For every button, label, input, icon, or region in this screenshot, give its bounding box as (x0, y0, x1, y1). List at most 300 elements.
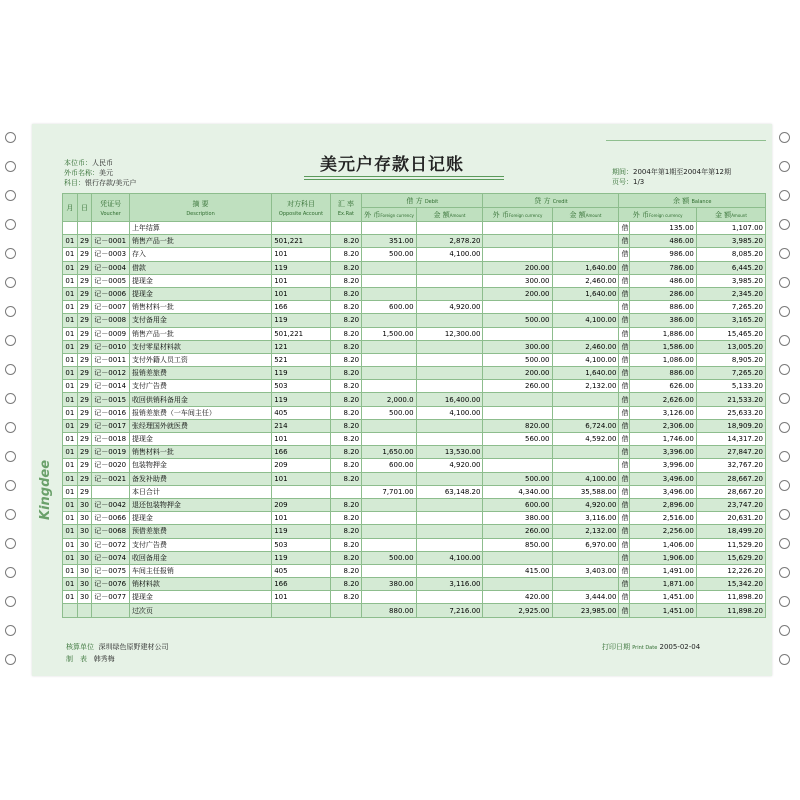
direction-cell: 借 (619, 551, 629, 564)
summary-cell: 报销差旅费（一车间主任） (129, 406, 271, 419)
month-cell: 01 (63, 301, 78, 314)
day-cell: 30 (77, 551, 92, 564)
direction-cell: 借 (619, 380, 629, 393)
credit-amount-cell: 23,985.00 (552, 604, 619, 617)
day-cell: 30 (77, 512, 92, 525)
credit-amount-cell: 4,100.00 (552, 472, 619, 485)
balance-amount-cell: 11,898.20 (696, 604, 765, 617)
balance-foreign-cell: 486.00 (629, 235, 696, 248)
direction-cell: 借 (619, 578, 629, 591)
credit-foreign-cell: 500.00 (483, 314, 552, 327)
opposite-cell: 101 (272, 472, 331, 485)
debit-amount-cell: 16,400.00 (416, 393, 483, 406)
month-cell: 01 (63, 433, 78, 446)
balance-foreign-cell: 1,451.00 (629, 591, 696, 604)
rate-cell: 8.20 (330, 419, 361, 432)
sprocket-hole (779, 451, 790, 462)
voucher-cell: 记－0042 (92, 498, 130, 511)
page-title: 美元户存款日记账 (320, 155, 464, 175)
direction-cell: 借 (619, 512, 629, 525)
brand-logo: Kingdee (38, 459, 53, 520)
rate-cell: 8.20 (330, 406, 361, 419)
credit-foreign-cell: 260.00 (483, 525, 552, 538)
balance-amount-cell: 7,265.20 (696, 367, 765, 380)
voucher-cell: 记－0021 (92, 472, 130, 485)
voucher-cell: 记－0003 (92, 248, 130, 261)
direction-cell: 借 (619, 498, 629, 511)
summary-cell: 支付广告费 (129, 380, 271, 393)
rate-cell: 8.20 (330, 287, 361, 300)
credit-foreign-cell: 420.00 (483, 591, 552, 604)
balance-amount-cell: 12,226.20 (696, 564, 765, 577)
direction-cell: 借 (619, 287, 629, 300)
month-cell: 01 (63, 393, 78, 406)
credit-amount-cell (552, 446, 619, 459)
sprocket-hole (779, 161, 790, 172)
balance-foreign-cell: 1,491.00 (629, 564, 696, 577)
balance-amount-cell: 14,317.20 (696, 433, 765, 446)
right-sprocket-holes (778, 124, 792, 676)
balance-amount-cell: 6,445.20 (696, 261, 765, 274)
table-row (63, 353, 766, 366)
col-balance-amount: 金 额Amount (696, 208, 765, 222)
credit-amount-cell: 3,444.00 (552, 591, 619, 604)
balance-foreign-cell: 986.00 (629, 248, 696, 261)
voucher-cell: 记－0010 (92, 340, 130, 353)
voucher-cell: 记－0012 (92, 367, 130, 380)
debit-foreign-cell (362, 591, 416, 604)
credit-amount-cell: 2,460.00 (552, 274, 619, 287)
debit-amount-cell (416, 564, 483, 577)
credit-foreign-cell (483, 235, 552, 248)
debit-foreign-cell: 2,000.0 (362, 393, 416, 406)
debit-foreign-cell: 1,500.00 (362, 327, 416, 340)
month-cell: 01 (63, 485, 78, 498)
summary-cell: 上年结算 (129, 222, 271, 235)
table-row (63, 591, 766, 604)
sprocket-hole (779, 364, 790, 375)
balance-amount-cell: 8,085.20 (696, 248, 765, 261)
voucher-cell: 记－0006 (92, 287, 130, 300)
balance-foreign-cell: 3,496.00 (629, 485, 696, 498)
unit-label: 核算单位 (66, 643, 94, 651)
opposite-cell: 405 (272, 564, 331, 577)
balance-amount-cell: 13,005.20 (696, 340, 765, 353)
table-row (63, 446, 766, 459)
month-cell: 01 (63, 367, 78, 380)
credit-amount-cell: 6,970.00 (552, 538, 619, 551)
debit-foreign-cell: 600.00 (362, 459, 416, 472)
print-date: 2005-02-04 (659, 643, 701, 651)
day-cell: 30 (77, 538, 92, 551)
table-row (63, 393, 766, 406)
debit-foreign-cell: 880.00 (362, 604, 416, 617)
day-cell: 29 (77, 472, 92, 485)
debit-amount-cell: 12,300.00 (416, 327, 483, 340)
rate-cell: 8.20 (330, 525, 361, 538)
day-cell: 29 (77, 287, 92, 300)
table-row (63, 248, 766, 261)
credit-foreign-cell: 200.00 (483, 261, 552, 274)
credit-foreign-cell: 300.00 (483, 340, 552, 353)
credit-amount-cell (552, 327, 619, 340)
credit-foreign-cell: 2,925.00 (483, 604, 552, 617)
footer-print (602, 642, 700, 652)
ledger-body (63, 222, 766, 618)
balance-foreign-cell: 1,451.00 (629, 604, 696, 617)
credit-amount-cell: 2,460.00 (552, 340, 619, 353)
title-underline (304, 176, 504, 180)
month-cell: 01 (63, 314, 78, 327)
voucher-cell: 记－0014 (92, 380, 130, 393)
summary-cell: 报销差旅费 (129, 367, 271, 380)
summary-cell: 销售材料一批 (129, 446, 271, 459)
table-row (63, 485, 766, 498)
table-row (63, 406, 766, 419)
day-cell: 30 (77, 564, 92, 577)
month-cell: 01 (63, 564, 78, 577)
sprocket-hole (779, 654, 790, 665)
balance-foreign-cell: 135.00 (629, 222, 696, 235)
opposite-cell: 521 (272, 353, 331, 366)
voucher-cell: 记－0076 (92, 578, 130, 591)
day-cell (77, 222, 92, 235)
unit-value: 深圳绿色原野建材公司 (98, 643, 169, 651)
balance-foreign-cell: 3,126.00 (629, 406, 696, 419)
summary-cell: 支付零星材料款 (129, 340, 271, 353)
sprocket-hole (779, 277, 790, 288)
balance-amount-cell: 28,667.20 (696, 472, 765, 485)
debit-amount-cell (416, 274, 483, 287)
month-cell: 01 (63, 446, 78, 459)
header-info-left (64, 158, 136, 188)
credit-amount-cell: 2,132.00 (552, 525, 619, 538)
debit-amount-cell (416, 512, 483, 525)
credit-amount-cell: 3,116.00 (552, 512, 619, 525)
voucher-cell: 记－0004 (92, 261, 130, 274)
summary-cell: 备发补助费 (129, 472, 271, 485)
voucher-cell: 记－0066 (92, 512, 130, 525)
debit-foreign-cell: 600.00 (362, 301, 416, 314)
debit-foreign-cell: 7,701.00 (362, 485, 416, 498)
month-cell: 01 (63, 578, 78, 591)
debit-foreign-cell (362, 419, 416, 432)
voucher-cell: 记－0005 (92, 274, 130, 287)
rate-cell (330, 222, 361, 235)
direction-cell: 借 (619, 235, 629, 248)
balance-amount-cell: 11,898.20 (696, 591, 765, 604)
rate-cell: 8.20 (330, 367, 361, 380)
debit-amount-cell: 13,530.00 (416, 446, 483, 459)
balance-amount-cell: 25,633.20 (696, 406, 765, 419)
month-cell: 01 (63, 525, 78, 538)
table-row (63, 314, 766, 327)
table-row (63, 433, 766, 446)
table-row (63, 287, 766, 300)
footer-maker (66, 654, 115, 664)
credit-foreign-cell (483, 222, 552, 235)
month-cell: 01 (63, 340, 78, 353)
sprocket-hole (779, 132, 790, 143)
sprocket-hole (5, 190, 16, 201)
balance-foreign-cell: 2,896.00 (629, 498, 696, 511)
debit-foreign-cell: 500.00 (362, 406, 416, 419)
sprocket-hole (779, 596, 790, 607)
month-cell: 01 (63, 551, 78, 564)
col-balance: 余 额 Balance (619, 194, 766, 208)
balance-foreign-cell: 786.00 (629, 261, 696, 274)
credit-amount-cell: 1,640.00 (552, 261, 619, 274)
credit-foreign-cell: 415.00 (483, 564, 552, 577)
subject-value: 银行存款/美元户 (85, 179, 137, 187)
direction-cell: 借 (619, 222, 629, 235)
col-voucher: 凭证号 Voucher (92, 194, 130, 222)
voucher-cell: 记－0077 (92, 591, 130, 604)
month-cell (63, 604, 78, 617)
balance-amount-cell: 27,847.20 (696, 446, 765, 459)
debit-amount-cell: 4,100.00 (416, 406, 483, 419)
day-cell (77, 604, 92, 617)
summary-cell: 存入 (129, 248, 271, 261)
sprocket-hole (5, 567, 16, 578)
balance-foreign-cell: 2,256.00 (629, 525, 696, 538)
credit-amount-cell: 6,724.00 (552, 419, 619, 432)
direction-cell: 借 (619, 525, 629, 538)
direction-cell: 借 (619, 353, 629, 366)
voucher-cell (92, 604, 130, 617)
debit-foreign-cell: 500.00 (362, 248, 416, 261)
rate-cell: 8.20 (330, 459, 361, 472)
sprocket-hole (5, 654, 16, 665)
col-opposite: 对方科目 Opposite Account (272, 194, 331, 222)
opposite-cell: 101 (272, 274, 331, 287)
debit-foreign-cell (362, 525, 416, 538)
balance-amount-cell: 1,107.00 (696, 222, 765, 235)
direction-cell: 借 (619, 591, 629, 604)
rate-cell: 8.20 (330, 274, 361, 287)
foreign-label: 外币名称： (64, 169, 99, 177)
col-credit-foreign: 外 币Foreign currency (483, 208, 552, 222)
debit-foreign-cell (362, 538, 416, 551)
left-sprocket-holes (4, 124, 18, 676)
month-cell: 01 (63, 498, 78, 511)
sprocket-hole (5, 277, 16, 288)
balance-amount-cell: 5,133.20 (696, 380, 765, 393)
debit-amount-cell (416, 222, 483, 235)
summary-cell: 预借差旅费 (129, 525, 271, 538)
sprocket-hole (5, 219, 16, 230)
debit-foreign-cell (362, 367, 416, 380)
direction-cell: 借 (619, 406, 629, 419)
summary-cell: 车间主任报销 (129, 564, 271, 577)
debit-foreign-cell: 500.00 (362, 551, 416, 564)
balance-foreign-cell: 1,406.00 (629, 538, 696, 551)
debit-amount-cell (416, 261, 483, 274)
balance-amount-cell: 21,533.20 (696, 393, 765, 406)
voucher-cell: 记－0068 (92, 525, 130, 538)
summary-cell: 销售产品一批 (129, 327, 271, 340)
day-cell: 29 (77, 419, 92, 432)
col-balance-foreign: 外 币Foreign currency (619, 208, 696, 222)
debit-amount-cell (416, 525, 483, 538)
opposite-cell: 119 (272, 525, 331, 538)
debit-foreign-cell (362, 222, 416, 235)
rate-cell: 8.20 (330, 564, 361, 577)
rate-cell: 8.20 (330, 433, 361, 446)
rate-cell (330, 485, 361, 498)
direction-cell: 借 (619, 485, 629, 498)
period-value: 2004年第1期至2004年第12期 (633, 168, 731, 176)
maker-label: 制 表 (66, 655, 87, 663)
summary-cell: 收回备用金 (129, 551, 271, 564)
debit-amount-cell: 4,100.00 (416, 551, 483, 564)
opposite-cell: 119 (272, 551, 331, 564)
page-label: 页号： (612, 178, 633, 186)
sprocket-hole (779, 422, 790, 433)
opposite-cell: 405 (272, 406, 331, 419)
summary-cell: 销售产品一批 (129, 235, 271, 248)
col-day: 日 (77, 194, 92, 222)
rate-cell: 8.20 (330, 248, 361, 261)
debit-amount-cell (416, 419, 483, 432)
sprocket-hole (779, 567, 790, 578)
rate-cell: 8.20 (330, 393, 361, 406)
table-row (63, 301, 766, 314)
table-row (63, 327, 766, 340)
opposite-cell (272, 222, 331, 235)
debit-foreign-cell (362, 353, 416, 366)
voucher-cell (92, 485, 130, 498)
currency-label: 本位币： (64, 159, 92, 167)
opposite-cell: 501,221 (272, 327, 331, 340)
debit-foreign-cell: 1,650.00 (362, 446, 416, 459)
credit-foreign-cell (483, 406, 552, 419)
credit-foreign-cell: 500.00 (483, 472, 552, 485)
credit-foreign-cell (483, 578, 552, 591)
balance-amount-cell: 18,499.20 (696, 525, 765, 538)
balance-foreign-cell: 486.00 (629, 274, 696, 287)
table-row (63, 367, 766, 380)
debit-amount-cell: 4,100.00 (416, 248, 483, 261)
table-row (63, 261, 766, 274)
direction-cell: 借 (619, 433, 629, 446)
debit-amount-cell (416, 314, 483, 327)
col-debit-amount: 金 额Amount (416, 208, 483, 222)
balance-foreign-cell: 1,586.00 (629, 340, 696, 353)
table-row (63, 274, 766, 287)
voucher-cell: 记－0072 (92, 538, 130, 551)
credit-amount-cell (552, 301, 619, 314)
summary-cell: 提现金 (129, 433, 271, 446)
direction-cell: 借 (619, 367, 629, 380)
col-debit-foreign: 外 币Foreign currency (362, 208, 416, 222)
month-cell: 01 (63, 406, 78, 419)
opposite-cell: 166 (272, 301, 331, 314)
table-row (63, 525, 766, 538)
balance-amount-cell: 20,631.20 (696, 512, 765, 525)
direction-cell: 借 (619, 604, 629, 617)
debit-foreign-cell (362, 287, 416, 300)
credit-amount-cell (552, 578, 619, 591)
credit-foreign-cell: 560.00 (483, 433, 552, 446)
day-cell: 29 (77, 433, 92, 446)
rate-cell: 8.20 (330, 538, 361, 551)
opposite-cell: 209 (272, 498, 331, 511)
balance-foreign-cell: 1,871.00 (629, 578, 696, 591)
voucher-cell: 记－0074 (92, 551, 130, 564)
month-cell: 01 (63, 274, 78, 287)
credit-foreign-cell: 4,340.00 (483, 485, 552, 498)
rate-cell: 8.20 (330, 314, 361, 327)
sprocket-hole (5, 132, 16, 143)
day-cell: 30 (77, 578, 92, 591)
footer-unit (66, 642, 168, 652)
credit-amount-cell: 3,403.00 (552, 564, 619, 577)
summary-cell: 提现金 (129, 512, 271, 525)
sprocket-hole (5, 364, 16, 375)
summary-cell: 提现金 (129, 591, 271, 604)
debit-amount-cell: 4,920.00 (416, 301, 483, 314)
debit-foreign-cell: 351.00 (362, 235, 416, 248)
day-cell: 29 (77, 340, 92, 353)
opposite-cell: 503 (272, 538, 331, 551)
debit-foreign-cell (362, 512, 416, 525)
credit-foreign-cell (483, 301, 552, 314)
sprocket-hole (5, 393, 16, 404)
voucher-cell: 记－0016 (92, 406, 130, 419)
print-label-en: Print Date (632, 645, 658, 651)
opposite-cell: 501,221 (272, 235, 331, 248)
voucher-cell: 记－0008 (92, 314, 130, 327)
debit-foreign-cell (362, 380, 416, 393)
credit-foreign-cell (483, 393, 552, 406)
credit-amount-cell (552, 459, 619, 472)
credit-foreign-cell: 200.00 (483, 367, 552, 380)
rate-cell: 8.20 (330, 327, 361, 340)
voucher-cell: 记－0018 (92, 433, 130, 446)
month-cell: 01 (63, 512, 78, 525)
voucher-cell: 记－0001 (92, 235, 130, 248)
summary-cell: 支付广告费 (129, 538, 271, 551)
credit-amount-cell: 1,640.00 (552, 367, 619, 380)
month-cell: 01 (63, 261, 78, 274)
rate-cell: 8.20 (330, 261, 361, 274)
debit-amount-cell (416, 340, 483, 353)
balance-foreign-cell: 286.00 (629, 287, 696, 300)
summary-cell: 过次页 (129, 604, 271, 617)
direction-cell: 借 (619, 248, 629, 261)
opposite-cell: 121 (272, 340, 331, 353)
summary-cell: 本日合计 (129, 485, 271, 498)
credit-amount-cell (552, 393, 619, 406)
rate-cell: 8.20 (330, 380, 361, 393)
table-row (63, 564, 766, 577)
sprocket-hole (5, 335, 16, 346)
day-cell: 30 (77, 525, 92, 538)
voucher-cell: 记－0020 (92, 459, 130, 472)
balance-amount-cell: 3,985.20 (696, 235, 765, 248)
sprocket-hole (5, 480, 16, 491)
opposite-cell: 503 (272, 380, 331, 393)
month-cell: 01 (63, 235, 78, 248)
debit-amount-cell (416, 380, 483, 393)
direction-cell: 借 (619, 393, 629, 406)
rate-cell: 8.20 (330, 578, 361, 591)
month-cell: 01 (63, 327, 78, 340)
rate-cell: 8.20 (330, 235, 361, 248)
rate-cell: 8.20 (330, 446, 361, 459)
direction-cell: 借 (619, 327, 629, 340)
